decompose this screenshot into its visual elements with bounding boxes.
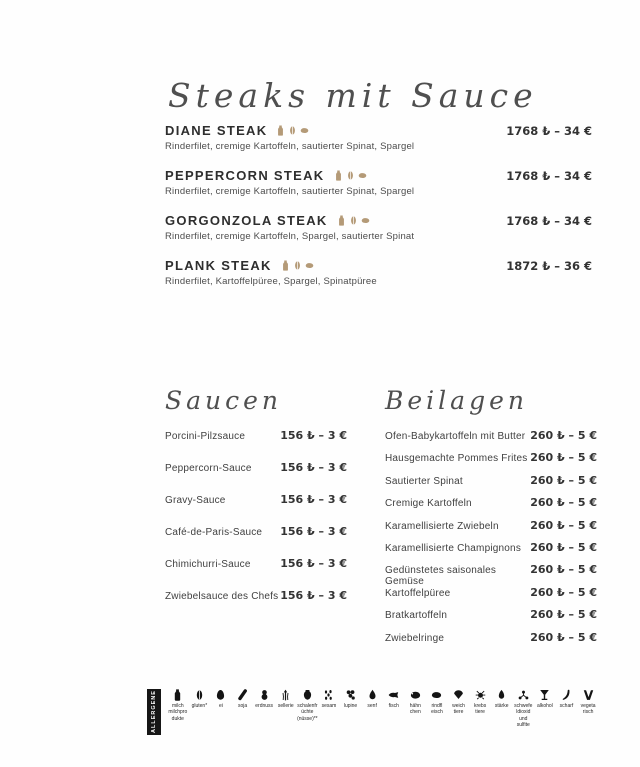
menu-item xyxy=(165,258,592,287)
legend-label: fisch xyxy=(388,703,399,709)
legend-item xyxy=(340,688,362,728)
side-row xyxy=(385,451,597,473)
sesame-icon xyxy=(323,688,334,701)
side-price: 260 ₺ – 5 € xyxy=(530,630,597,644)
sauce-price: 156 ₺ – 3 € xyxy=(280,429,347,442)
legend-item xyxy=(210,688,232,728)
legend-label: ei xyxy=(219,703,223,709)
dish-description: Rinderfilet, cremige Kartoffeln, Spargel, sautierter Spinat xyxy=(165,231,415,242)
sulfite-icon xyxy=(518,688,529,701)
side-price: 260 ₺ – 5 € xyxy=(530,473,597,487)
vegetarian-icon xyxy=(583,688,594,701)
soy-icon xyxy=(237,688,248,701)
sauce-name: Peppercorn-Sauce xyxy=(165,463,252,474)
dish-allergen-icons xyxy=(334,170,367,181)
side-name: Bratkartoffeln xyxy=(385,610,448,622)
gluten-icon xyxy=(293,260,302,271)
legend-label: alkohol xyxy=(536,703,553,709)
legend-label: sesam xyxy=(321,703,337,709)
side-price: 260 ₺ – 5 € xyxy=(530,496,597,510)
legend-item xyxy=(275,688,297,728)
dish-description: Rinderfilet, Kartoffelpüree, Spargel, Spinatpüree xyxy=(165,276,377,287)
legend-item xyxy=(426,688,448,728)
legend-label: milch milchpro dukte xyxy=(168,703,188,722)
menu-item-header xyxy=(165,258,592,273)
side-price: 260 ₺ – 5 € xyxy=(530,429,597,442)
beilagen-title: Beilagen xyxy=(385,386,528,415)
saucen-title: Saucen xyxy=(165,386,283,415)
dish-name: DIANE STEAK xyxy=(165,123,268,138)
side-row xyxy=(385,608,597,630)
beef-icon xyxy=(358,170,367,181)
legend-label: rindfl eisch xyxy=(431,703,443,716)
allergen-legend xyxy=(147,688,599,735)
legend-item xyxy=(232,688,254,728)
side-name: Zwiebelringe xyxy=(385,632,445,644)
beef-icon xyxy=(431,688,442,701)
side-name: Kartoffelpüree xyxy=(385,587,451,599)
beilagen-list xyxy=(385,429,597,653)
dish-price: 1768 ₺ – 34 € xyxy=(506,168,592,183)
beef-icon xyxy=(361,215,370,226)
starch-icon xyxy=(496,688,507,701)
dish-name: PEPPERCORN STEAK xyxy=(165,168,325,183)
milk-icon xyxy=(281,260,290,271)
legend-label: sellerie xyxy=(277,703,294,709)
sauce-name: Gravy-Sauce xyxy=(165,495,226,506)
menu-item-header xyxy=(165,123,592,138)
legend-item xyxy=(534,688,556,728)
legend-label: stärke xyxy=(494,703,509,709)
side-name: Hausgemachte Pommes Frites xyxy=(385,453,528,465)
beef-icon xyxy=(300,125,309,136)
legend-label: schwefe ldioxid und sulfite xyxy=(514,703,533,728)
dish-price: 1872 ₺ – 36 € xyxy=(506,258,592,273)
side-price: 260 ₺ – 5 € xyxy=(530,518,597,532)
sauce-row xyxy=(165,557,347,589)
side-row xyxy=(385,519,597,541)
side-price: 260 ₺ – 5 € xyxy=(530,608,597,622)
gluten-icon xyxy=(288,125,297,136)
dish-name: GORGONZOLA STEAK xyxy=(165,213,328,228)
peanut-icon xyxy=(259,688,270,701)
sauce-row xyxy=(165,493,347,525)
beef-icon xyxy=(305,260,314,271)
side-price: 260 ₺ – 5 € xyxy=(530,563,597,577)
legend-label: krebs tiere xyxy=(473,703,487,716)
legend-label: gluten* xyxy=(191,703,208,709)
chili-icon xyxy=(561,688,572,701)
sauce-row xyxy=(165,461,347,493)
milk-icon xyxy=(334,170,343,181)
legend-item xyxy=(167,688,189,728)
side-row xyxy=(385,631,597,653)
gluten-icon xyxy=(346,170,355,181)
fish-icon xyxy=(388,688,399,701)
gluten-icon xyxy=(194,688,205,701)
menu-item-header xyxy=(165,213,592,228)
dish-allergen-icons xyxy=(276,125,309,136)
nut-icon xyxy=(302,688,313,701)
legend-label: erdnuss xyxy=(255,703,274,709)
crustacean-icon xyxy=(475,688,486,701)
dish-price: 1768 ₺ – 34 € xyxy=(506,123,592,138)
legend-item xyxy=(469,688,491,728)
dish-description: Rinderfilet, cremige Kartoffeln, sautierter Spinat, Spargel xyxy=(165,186,415,197)
dish-allergen-icons xyxy=(337,215,370,226)
side-name: Cremige Kartoffeln xyxy=(385,498,472,510)
legend-label: lupine xyxy=(343,703,358,709)
side-name: Ofen-Babykartoffeln mit Butter xyxy=(385,431,526,442)
dish-description: Rinderfilet, cremige Kartoffeln, sautierter Spinat, Spargel xyxy=(165,141,415,152)
sauce-name: Porcini-Pilzsauce xyxy=(165,431,246,442)
side-row xyxy=(385,496,597,518)
lupine-icon xyxy=(345,688,356,701)
steaks-section xyxy=(165,123,592,303)
dish-price: 1768 ₺ – 34 € xyxy=(506,213,592,228)
legend-item xyxy=(253,688,275,728)
milk-icon xyxy=(172,688,183,701)
legend-item xyxy=(297,688,319,728)
beilagen-section xyxy=(385,386,597,653)
side-price: 260 ₺ – 5 € xyxy=(530,540,597,554)
side-name: Sautierter Spinat xyxy=(385,475,463,487)
sauce-price: 156 ₺ – 3 € xyxy=(280,557,347,570)
side-name: Karamellisierte Zwiebeln xyxy=(385,520,499,532)
menu-item xyxy=(165,213,592,242)
mollusk-icon xyxy=(453,688,464,701)
menu-item xyxy=(165,168,592,197)
legend-item xyxy=(383,688,405,728)
allergen-legend-items xyxy=(167,688,599,728)
page-title: Steaks mit Sauce xyxy=(168,76,538,115)
menu-item-header xyxy=(165,168,592,183)
egg-icon xyxy=(215,688,226,701)
side-row xyxy=(385,563,597,588)
alcohol-icon xyxy=(539,688,550,701)
legend-label: hähn chen xyxy=(409,703,421,716)
celery-icon xyxy=(280,688,291,701)
sauce-price: 156 ₺ – 3 € xyxy=(280,461,347,474)
legend-label: vegeta risch xyxy=(580,703,596,716)
side-name: Gedünstetes saisonales Gemüse xyxy=(385,565,497,588)
side-row xyxy=(385,586,597,608)
allergen-legend-tab: ALLERGENE xyxy=(147,689,161,735)
legend-item xyxy=(577,688,599,728)
sauce-row xyxy=(165,589,347,621)
sauce-name: Zwiebelsauce des Chefs xyxy=(165,591,279,602)
legend-item xyxy=(491,688,513,728)
legend-label: schalenfr üchte (nüsse)** xyxy=(297,703,318,722)
saucen-list xyxy=(165,429,347,621)
legend-item xyxy=(318,688,340,728)
sauce-price: 156 ₺ – 3 € xyxy=(280,493,347,506)
side-row xyxy=(385,474,597,496)
sauce-price: 156 ₺ – 3 € xyxy=(280,589,347,602)
dish-name: PLANK STEAK xyxy=(165,258,272,273)
legend-item xyxy=(513,688,535,728)
legend-item xyxy=(448,688,470,728)
legend-label: weich tiere xyxy=(452,703,465,716)
mustard-icon xyxy=(367,688,378,701)
sauce-price: 156 ₺ – 3 € xyxy=(280,525,347,538)
side-row xyxy=(385,429,597,451)
side-price: 260 ₺ – 5 € xyxy=(530,585,597,599)
legend-label: soja xyxy=(237,703,248,709)
legend-label: senf xyxy=(367,703,377,709)
gluten-icon xyxy=(349,215,358,226)
side-price: 260 ₺ – 5 € xyxy=(530,451,597,465)
legend-item xyxy=(556,688,578,728)
legend-item xyxy=(361,688,383,728)
sauce-row xyxy=(165,429,347,461)
chicken-icon xyxy=(410,688,421,701)
side-name: Karamellisierte Champignons xyxy=(385,542,522,554)
side-row xyxy=(385,541,597,563)
legend-item xyxy=(405,688,427,728)
sauce-row xyxy=(165,525,347,557)
legend-item xyxy=(189,688,211,728)
menu-item xyxy=(165,123,592,152)
saucen-section xyxy=(165,386,347,621)
sauce-name: Chimichurri-Sauce xyxy=(165,559,251,570)
milk-icon xyxy=(276,125,285,136)
sauce-name: Café-de-Paris-Sauce xyxy=(165,527,263,538)
legend-label: scharf xyxy=(559,703,574,709)
milk-icon xyxy=(337,215,346,226)
dish-allergen-icons xyxy=(281,260,314,271)
